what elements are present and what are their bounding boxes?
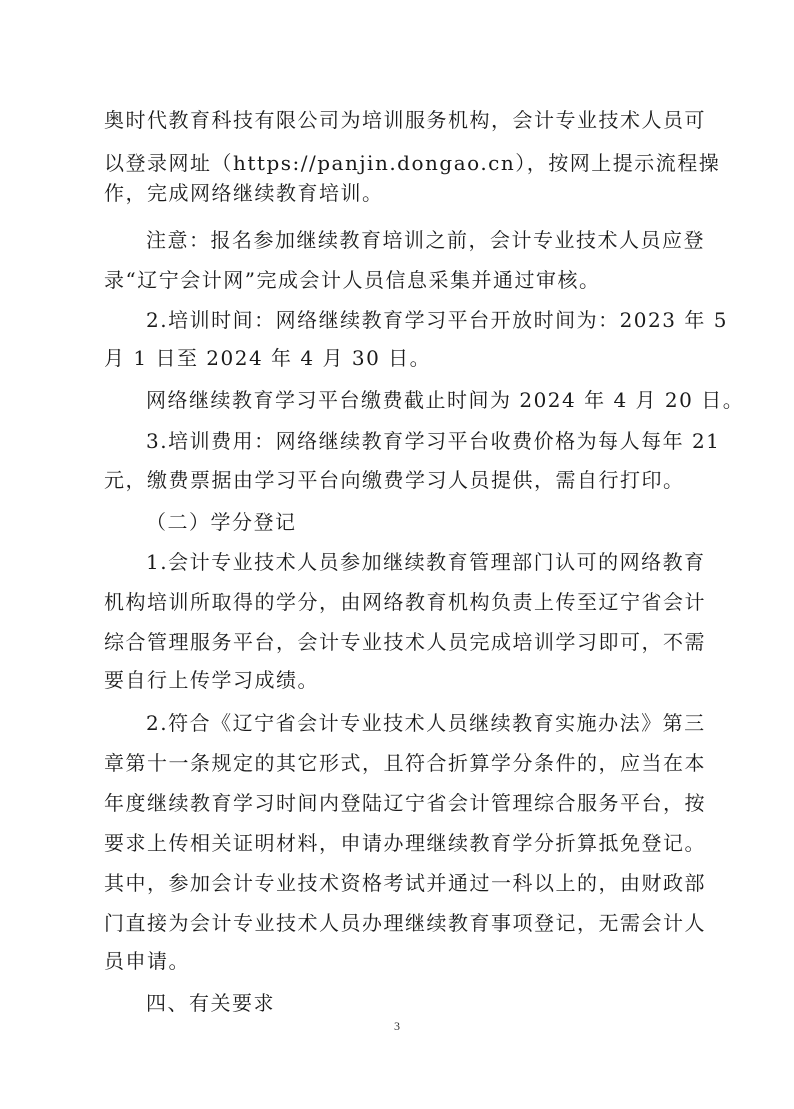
text-line: 2.符合《辽宁省会计专业技术人员继续教育实施办法》第三: [146, 711, 706, 735]
text-line: 要自行上传学习成绩。: [104, 668, 319, 692]
text-line: 月 1 日至 2024 年 4 月 30 日。: [104, 346, 432, 370]
text-line: 机构培训所取得的学分，由网络教育机构负责上传至辽宁省会计: [104, 590, 706, 614]
text-line: 员申请。: [104, 949, 190, 973]
text-line: 奥时代教育科技有限公司为培训服务机构，会计专业技术人员可: [104, 108, 706, 132]
page-number: 3: [394, 1019, 400, 1033]
text-line: 2.培训时间：网络继续教育学习平台开放时间为：2023 年 5: [146, 308, 728, 332]
text-line: 以登录网址（https://panjin.dongao.cn），按网上提示流程操: [104, 151, 721, 175]
text-line: 作，完成网络继续教育培训。: [104, 181, 384, 205]
text-line: 要求上传相关证明材料，申请办理继续教育学分折算抵免登记。: [104, 831, 706, 855]
text-line: 1.会计专业技术人员参加继续教育管理部门认可的网络教育: [146, 550, 706, 574]
text-line: 其中，参加会计专业技术资格考试并通过一科以上的，由财政部: [104, 871, 706, 895]
text-line: 注意：报名参加继续教育培训之前，会计专业技术人员应登: [146, 228, 705, 252]
text-line: 录“辽宁会计网”完成会计人员信息采集并通过审核。: [104, 268, 601, 292]
text-line: 章第十一条规定的其它形式，且符合折算学分条件的，应当在本: [104, 751, 706, 775]
text-line: 网络继续教育学习平台缴费截止时间为 2024 年 4 月 20 日。: [146, 388, 745, 412]
text-line: 3.培训费用：网络继续教育学习平台收费价格为每人每年 21: [146, 429, 721, 453]
text-line: 元，缴费票据由学习平台向缴费学习人员提供，需自行打印。: [104, 468, 685, 492]
text-line: 综合管理服务平台，会计专业技术人员完成培训学习即可，不需: [104, 630, 706, 654]
text-line: 年度继续教育学习时间内登陆辽宁省会计管理综合服务平台，按: [104, 791, 706, 815]
section-heading: 四、有关要求: [146, 991, 275, 1015]
section-heading: （二）学分登记: [146, 510, 297, 534]
text-line: 门直接为会计专业技术人员办理继续教育事项登记，无需会计人: [104, 911, 706, 935]
